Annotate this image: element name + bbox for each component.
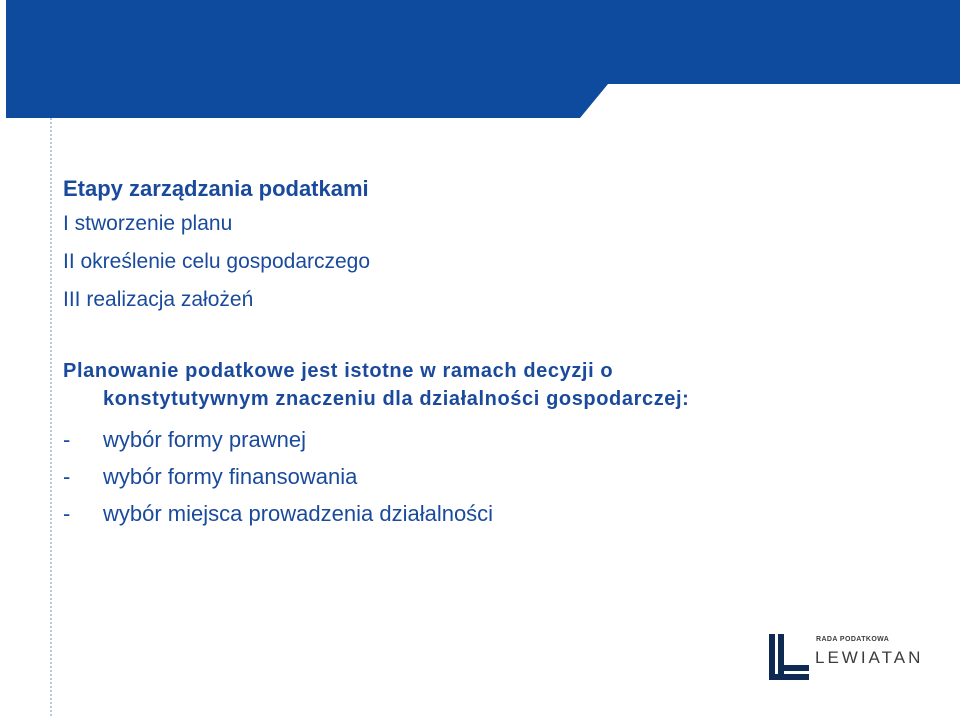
slide-content <box>63 173 943 532</box>
stage-item: I stworzenie planu <box>63 212 233 235</box>
logo-title: LEWIATAN <box>815 648 924 667</box>
list-item-text: wybór formy finansowania <box>103 464 358 489</box>
planning-paragraph <box>63 357 943 413</box>
planning-line: Planowanie podatkowe jest istotne w ramach decyzji o <box>63 360 614 382</box>
slide-heading: Etapy zarządzania podatkami <box>63 176 369 201</box>
list-item <box>63 421 943 458</box>
stage-item: III realizacja założeń <box>63 288 254 311</box>
list-item <box>63 495 943 532</box>
logo-subtitle: RADA PODATKOWA <box>816 636 890 643</box>
list-item <box>63 458 943 495</box>
list-item-text: wybór formy prawnej <box>103 427 306 452</box>
planning-line: konstytutywnym znaczeniu dla działalności gospodarczej: <box>103 388 690 410</box>
dash-bullet: - <box>63 501 71 526</box>
list-item-text: wybór miejsca prowadzenia działalności <box>103 501 494 526</box>
stage-item: II określenie celu gospodarczego <box>63 250 371 273</box>
header-banner <box>0 0 960 118</box>
choice-list <box>63 421 943 532</box>
logo-mark-icon <box>766 632 812 684</box>
lewiatan-logo <box>766 632 926 684</box>
dotted-divider <box>50 118 52 716</box>
dash-bullet: - <box>63 427 71 452</box>
dash-bullet: - <box>63 464 71 489</box>
